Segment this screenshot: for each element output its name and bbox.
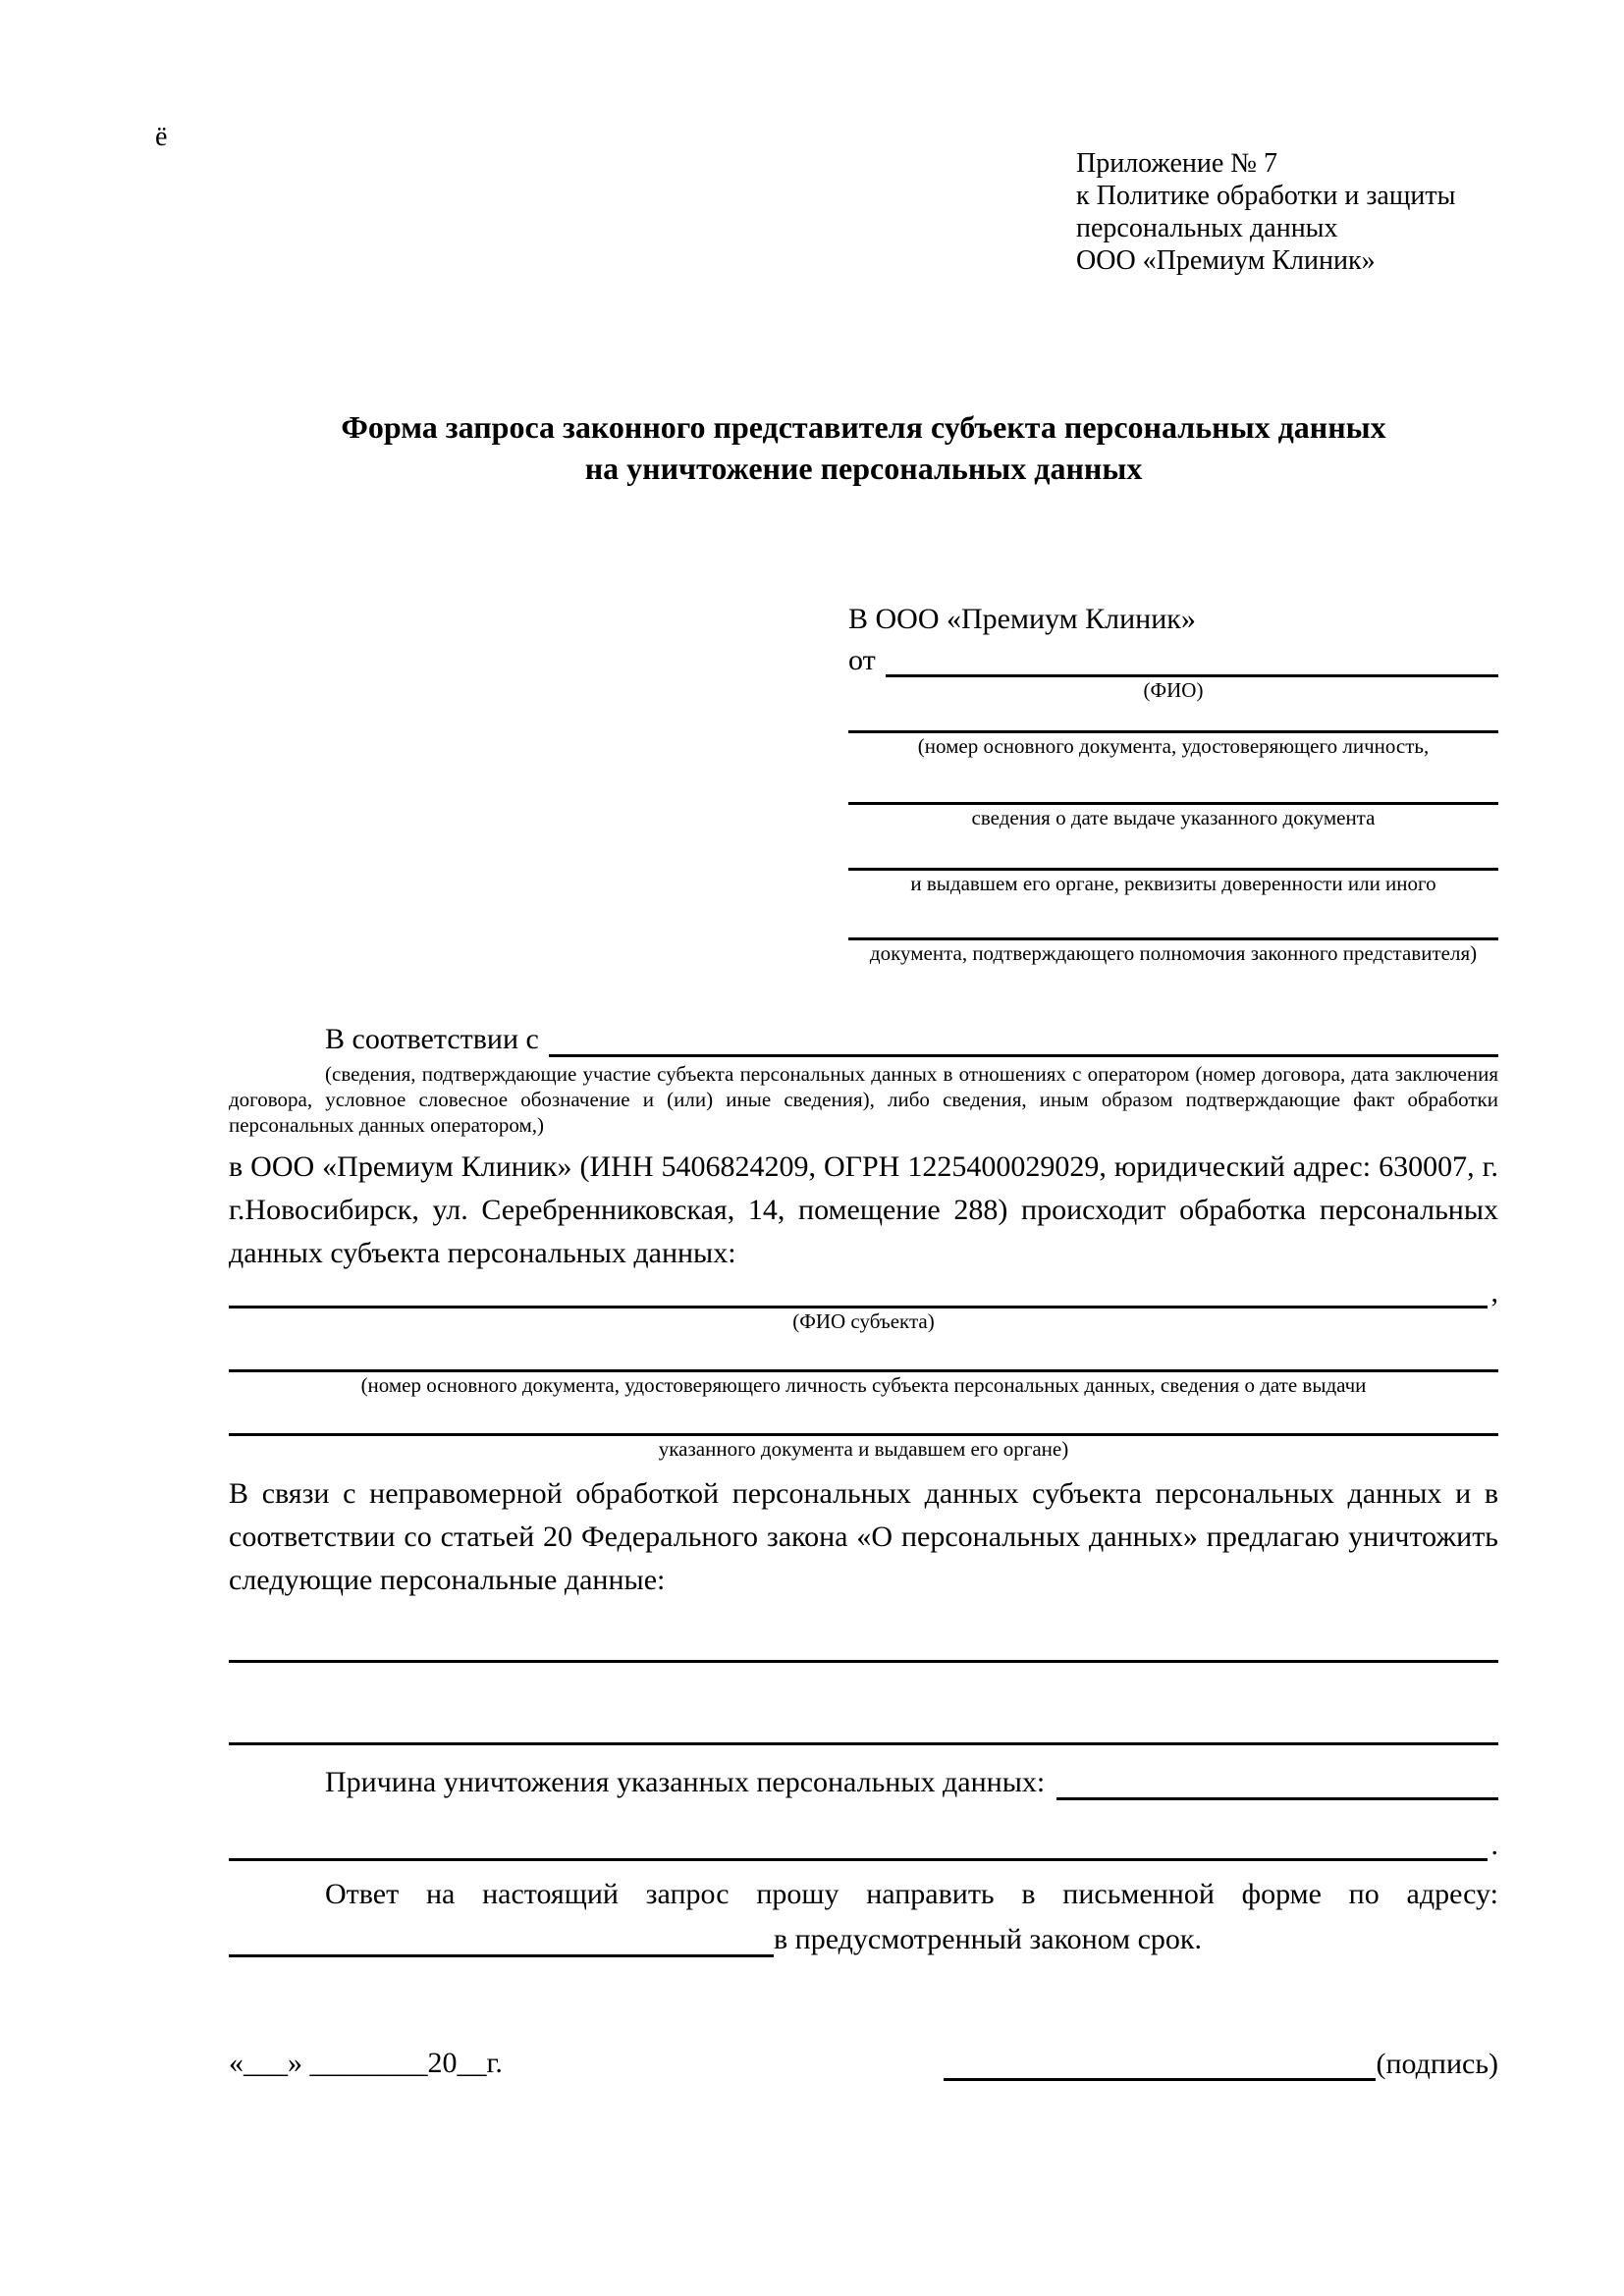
appendix-policy-line2: персональных данных [1076,213,1338,243]
accordance-blank [549,1054,1498,1057]
doc-caption-3: и выдавшем его органе, реквизиты доверенности или иного [910,872,1436,895]
operator-paragraph: в ООО «Премиум Клиник» (ИНН 5406824209, ОГРН 1225400029029, юридический адрес: 630007, г. г.Новосибирск, ул. Серебренниковская, 14, помещение 288) происходит обработка персональных данных субъекта персональных данных: [229,1150,1498,1269]
term-text: в предусмотренный законом срок. [774,1923,1202,1955]
subject-doc-blank-2 [229,1399,1498,1436]
subject-doc-caption-2: указанного документа и выдавшем его органе) [658,1437,1069,1461]
stray-char: ё [155,122,168,152]
document-title-line2: на уничтожение персональных данных [584,451,1143,486]
address-term-row [229,1916,1498,1957]
representative-doc-blank-1 [848,704,1498,733]
addressee-block [848,601,1498,967]
trailing-comma: , [1490,1276,1498,1308]
signature-group [944,2042,1498,2081]
from-label: от [848,644,876,676]
subject-fio-blank [229,1275,1488,1308]
signature-footer [229,2042,1498,2081]
subject-fio-caption: (ФИО субъекта) [792,1309,935,1333]
data-to-destroy-blank-2 [229,1712,1498,1745]
accordance-note: (сведения, подтверждающие участие субъекта персональных данных в отношениях с оператором (номер договора, дата заключения договора, условное словесное обозначение и (или) иные сведения), либо сведения, иным образом подтверждающие факт обработки персональных данных оператором,) [229,1062,1498,1137]
subject-doc-blank-1 [229,1335,1498,1372]
reason-lead: Причина уничтожения указанных персональных данных: [325,1766,1046,1798]
reason-blank [1056,1797,1498,1800]
subject-fio-row [229,1275,1498,1308]
representative-doc-blank-2 [848,760,1498,805]
appendix-policy-line: к Политике обработки и защиты [1076,181,1456,211]
subject-doc-caption-1: (номер основного документа, удостоверяющего личность субъекта персональных данных, сведения о дате выдачи [360,1373,1367,1397]
reason-blank-2 [229,1828,1488,1861]
answer-paragraph: Ответ на настоящий запрос прошу направить в письменной форме по адресу: [325,1878,1498,1910]
appendix-number: Приложение № 7 [1076,148,1277,179]
accordance-row [229,1014,1498,1057]
addressee-from-row [848,638,1498,677]
signature-caption: (подпись) [1376,2048,1498,2080]
data-to-destroy-blank-1 [229,1629,1498,1663]
date-line: «___» ________20__г. [229,2047,503,2079]
document-title-line1: Форма запроса законного представителя субъекта персональных данных [341,409,1386,445]
signature-blank [944,2078,1376,2081]
address-blank [229,1916,774,1957]
doc-caption-2: сведения о дате выдаче указанного документа [971,806,1376,829]
document-body [229,1014,1498,2081]
appendix-company: ООО «Премиум Клиник» [1076,245,1376,276]
document-title [229,406,1498,489]
doc-caption-1: (номер основного документа, удостоверяющего личность, [917,734,1430,758]
trailing-period: . [1490,1829,1498,1861]
appendix-header [1076,147,1498,277]
doc-caption-4: документа, подтверждающего полномочия законного представителя) [869,941,1478,965]
reason-row [229,1757,1498,1800]
representative-doc-blank-4 [848,897,1498,940]
fio-caption: (ФИО) [1143,678,1204,702]
unlawful-processing-paragraph: В связи с неправомерной обработкой персональных данных субъекта персональных данных и в соответствии со статьей 20 Федерального закона «О персональных данных» предлагаю уничтожить следующие персональные данные: [229,1477,1498,1596]
accordance-lead: В соответствии с [325,1023,539,1055]
representative-doc-blank-3 [848,831,1498,871]
addressee-organization: В ООО «Премиум Клиник» [848,603,1196,635]
reason-continuation-row [229,1828,1498,1861]
